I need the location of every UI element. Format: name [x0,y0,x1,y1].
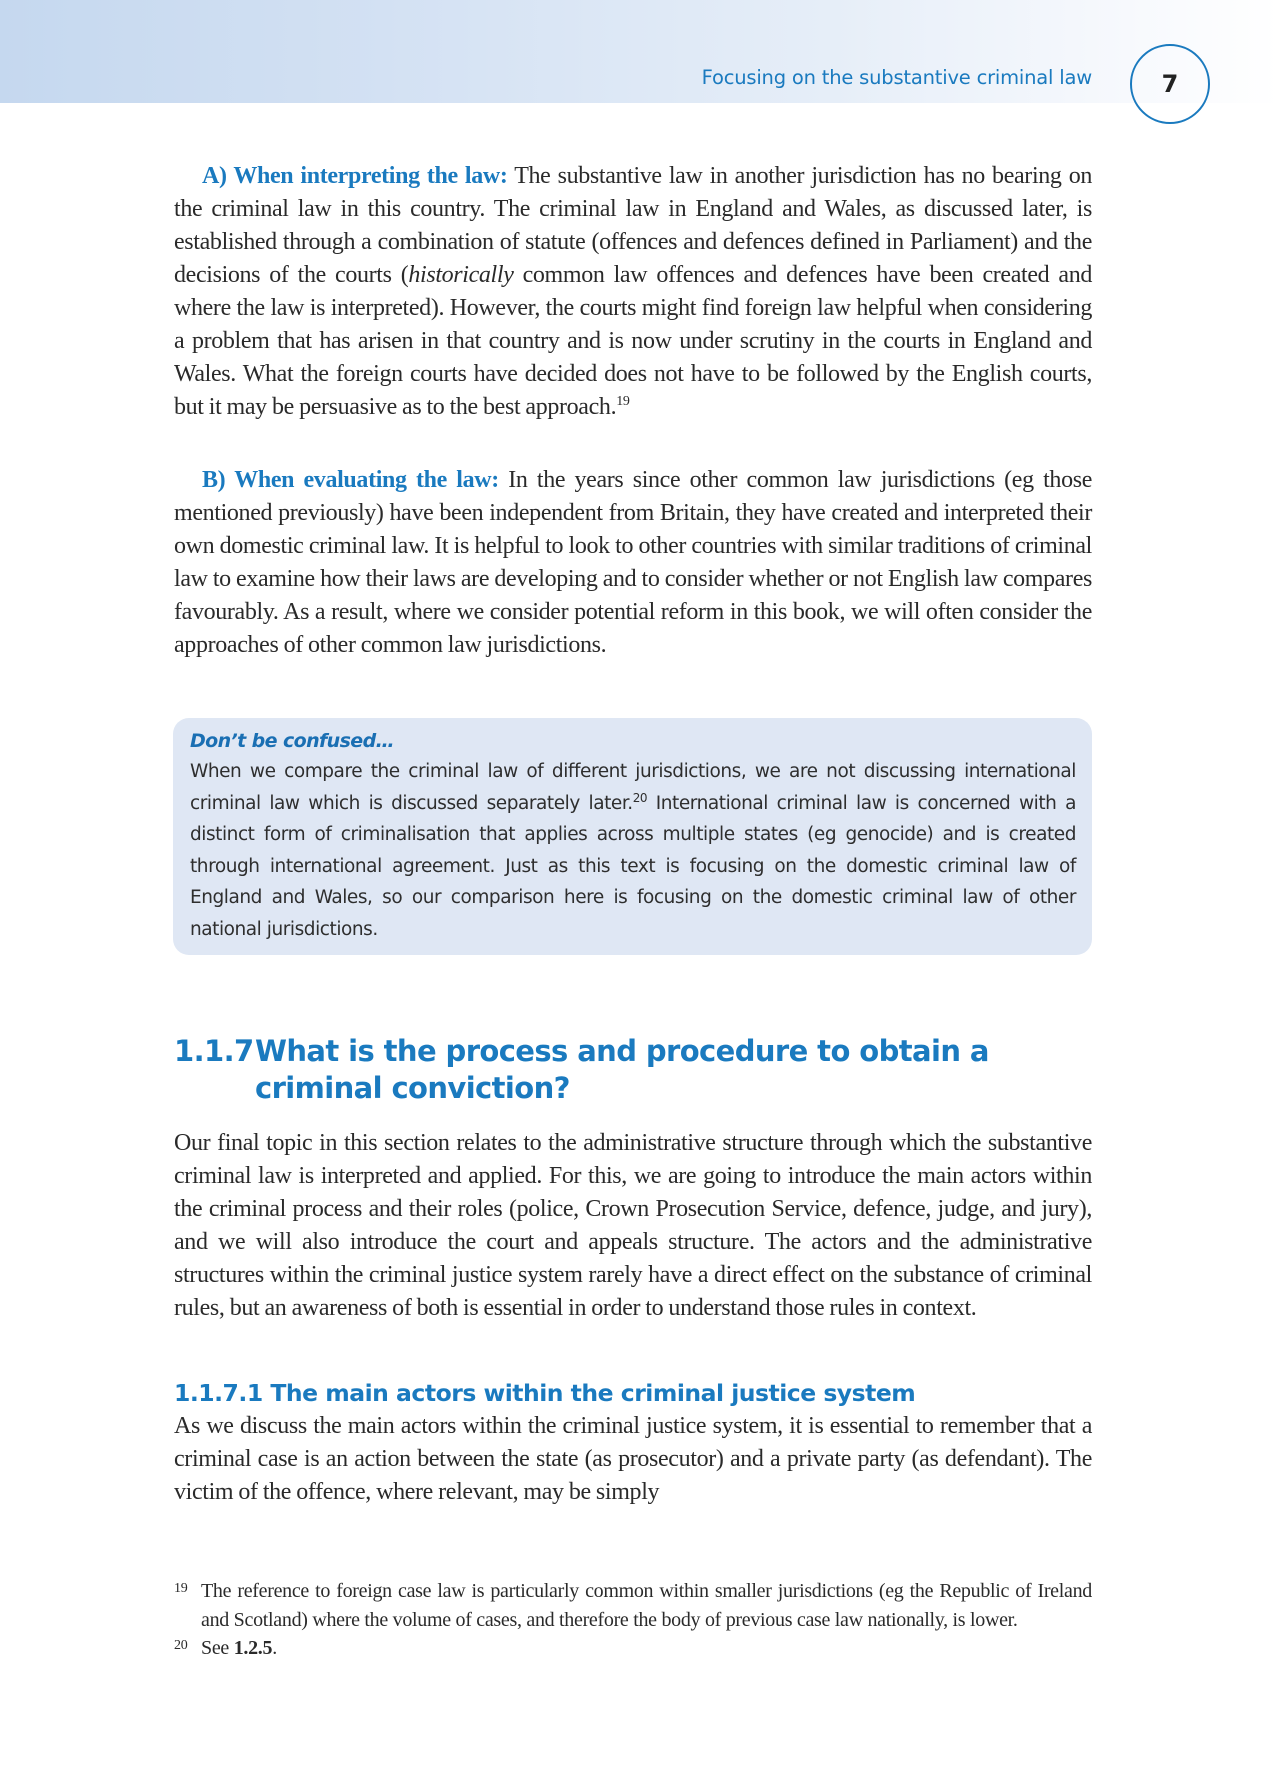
cross-reference-link[interactable]: 1.2.5 [233,1637,273,1659]
section-a [174,160,1092,424]
footnote-text: See 1.2.5. [201,1637,277,1659]
lead-heading-a: A) When interpreting the law: [202,163,508,189]
footnote-number: 19 [174,1581,188,1596]
footnote-ref-19[interactable]: 19 [616,394,630,409]
page-number: 7 [1161,70,1179,98]
paragraph-main-actors: As we discuss the main actors within the criminal justice system, it is essential to remember that a criminal case is an action between the state (as prosecutor) and a private party (as defendant). The victim of the offence, where relevant, may be simply [174,1413,1092,1505]
footnote-text: The reference to foreign case law is particularly common within smaller jurisdictions (eg the Republic of Ireland and Scotland) where the volume of cases, and therefore the body of previous case law nationally, is lower. [201,1580,1092,1631]
dont-be-confused-callout [173,718,1092,955]
section-b [174,464,1092,662]
section-number: 1.1.7 [174,1034,254,1068]
running-head: Focusing on the substantive criminal law [701,66,1092,89]
paragraph-evaluating-the-law: B) When evaluating the law: In the years since other common law jurisdictions (eg those mentioned previously) have been independent from Britain, they have created and interpreted their own domestic criminal law. It is helpful to look to other countries with similar traditions of criminal law to examine how their laws are developing and to consider whether or not English law compares favourably. As a result, where we consider potential reform in this book, we will often consider the approaches of other common law jurisdictions. [174,467,1093,658]
footnote-ref-20[interactable]: 20 [632,790,648,805]
section-1-1-7-body [174,1127,1092,1325]
footnote-number: 20 [174,1638,188,1653]
callout-body: When we compare the criminal law of different jurisdictions, we are not discussing international criminal law which is discussed separately later.$^{20}$ International criminal law is concerned with a distinct form of criminalisation that applies across multiple states (eg genocide) and is created through international agreement. Just as this text is focusing on the domestic criminal law of England and Wales, so our comparison here is focusing on the domestic criminal law of other national jurisdictions. [190,761,1076,940]
lead-heading-b: B) When evaluating the law: [202,467,499,493]
section-1-1-7-1-body [174,1410,1092,1509]
footnote-20 [174,1634,1092,1663]
footnote-19 [174,1577,1092,1634]
section-heading-1-1-7 [174,1033,1092,1107]
paragraph-process-procedure: Our final topic in this section relates to the administrative structure through which the substantive criminal law is interpreted and applied. For this, we are going to introduce the main actors within the criminal process and their roles (police, Crown Prosecution Service, defence, judge, and jury), and we will also introduce the court and appeals structure. The actors and the administrative structures within the criminal justice system rarely have a direct effect on the substance of criminal rules, but an awareness of both is essential in order to understand those rules in context. [174,1130,1092,1321]
footnotes [174,1577,1092,1663]
subsection-heading-1-1-7-1: 1.1.7.1 The main actors within the criminal justice system [174,1379,916,1407]
paragraph-interpreting-the-law: A) When interpreting the law: The substantive law in another jurisdiction has no bearing on the criminal law in this country. The criminal law in England and Wales, as discussed later, is established through a combination of statute (offences and defences defined in Parliament) and the decisions of the courts (historically common law offences and defences have been created and where the law is interpreted). However, the courts might find foreign law helpful when considering a problem that has arisen in that country and is now under scrutiny in the courts in England and Wales. What the foreign courts have decided does not have to be followed by the English courts, but it may be persuasive as to the best approach.$^{19}$ [174,163,1092,420]
section-title: What is the process and procedure to obtain a criminal conviction? [255,1034,989,1105]
callout-title: Don’t be confused… [190,730,394,752]
page-number-badge [1130,44,1210,124]
